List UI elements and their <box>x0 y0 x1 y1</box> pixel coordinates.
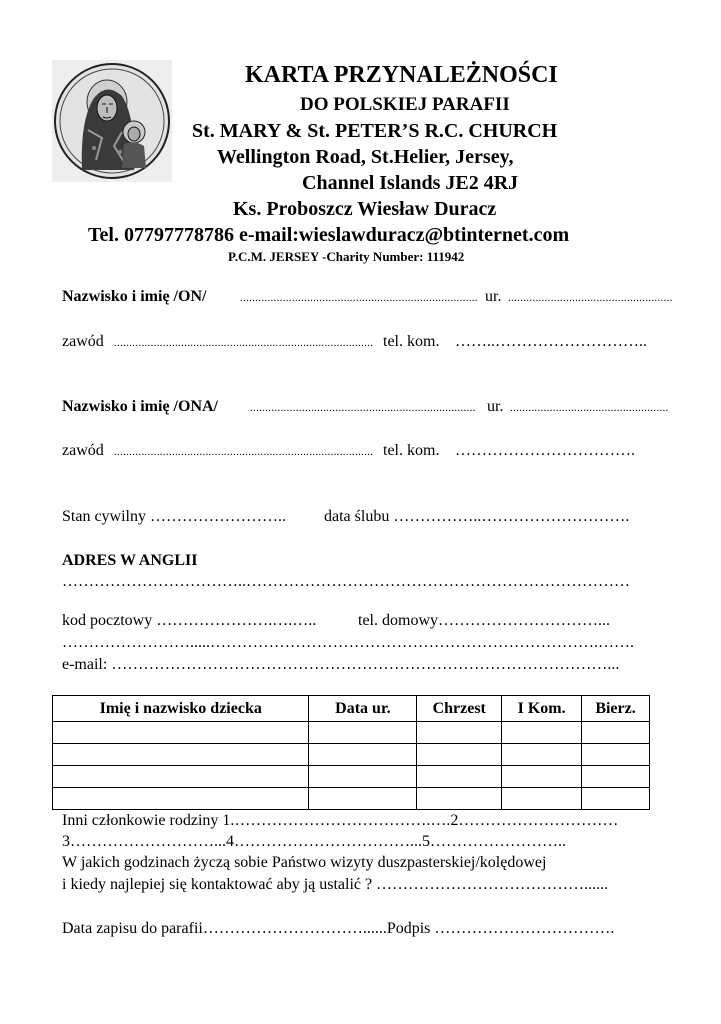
table-cell[interactable] <box>582 766 650 788</box>
on-mobile-field[interactable]: ……..……………………….. <box>455 333 647 350</box>
priest-name: Ks. Proboszcz Wiesław Duracz <box>233 198 497 220</box>
address-field[interactable]: ……………………………..……………………………………………………………… <box>62 573 630 590</box>
extra-line-field[interactable]: …………………….....……………………………………………………………….……. <box>62 634 634 651</box>
on-name-label: Nazwisko i imię /ON/ <box>62 288 207 305</box>
table-cell[interactable] <box>53 766 309 788</box>
column-header: Chrzest <box>417 696 502 722</box>
table-cell[interactable] <box>309 744 417 766</box>
table-cell[interactable] <box>417 788 502 810</box>
on-birth-field[interactable]: ...................................................... <box>508 292 673 304</box>
table-row <box>53 788 650 810</box>
table-cell[interactable] <box>53 722 309 744</box>
on-name-field[interactable]: .............................................................................. <box>240 292 478 304</box>
on-occupation-field[interactable]: ..................................................................................... <box>114 337 374 349</box>
address-line-2: Channel Islands JE2 4RJ <box>302 172 519 194</box>
postcode-field[interactable]: kod pocztowy ………………….….….. <box>62 612 317 629</box>
form-title: KARTA PRZYNALEŻNOŚCI <box>245 62 558 88</box>
table-cell[interactable] <box>582 788 650 810</box>
ona-mobile-field[interactable]: ……………………………. <box>455 442 635 459</box>
table-cell[interactable] <box>582 722 650 744</box>
table-cell[interactable] <box>309 722 417 744</box>
madonna-icon <box>52 60 172 182</box>
family-numbers-field[interactable]: 3………………………...4……………………………...5…………………….. <box>62 833 566 850</box>
signup-date-signature-field[interactable]: Data zapisu do parafii…………………………......Podpis ……………………………. <box>62 920 615 937</box>
visit-hours-question: W jakich godzinach życzą sobie Państwo wizyty duszpasterskiej/kolędowej <box>62 854 547 871</box>
address-heading: ADRES W ANGLII <box>62 552 198 569</box>
charity-number: P.C.M. JERSEY -Charity Number: 111942 <box>228 249 465 264</box>
table-cell[interactable] <box>417 744 502 766</box>
ona-name-label: Nazwisko i imię /ONA/ <box>62 398 218 415</box>
ona-mobile-label: tel. kom. <box>383 442 440 459</box>
ona-occupation-field[interactable]: ..................................................................................... <box>114 446 374 458</box>
form-subtitle: DO POLSKIEJ PARAFII <box>300 94 510 115</box>
email-field[interactable]: e-mail: …………………………………………………………………………………... <box>62 656 620 673</box>
column-header: Imię i nazwisko dziecka <box>53 696 309 722</box>
ona-name-field[interactable]: .......................................................................... <box>250 402 476 414</box>
table-row <box>53 744 650 766</box>
table-cell[interactable] <box>502 744 582 766</box>
on-birth-label: ur. <box>485 288 502 305</box>
children-table <box>52 695 650 810</box>
table-cell[interactable] <box>53 788 309 810</box>
column-header: Data ur. <box>309 696 417 722</box>
table-cell[interactable] <box>502 722 582 744</box>
visit-hours-field[interactable]: i kiedy najlepiej się kontaktować aby ją ustalić ? …………………………………...... <box>62 876 609 893</box>
on-occupation-label: zawód <box>62 333 104 350</box>
table-cell[interactable] <box>502 766 582 788</box>
ona-occupation-label: zawód <box>62 442 104 459</box>
table-header-row <box>53 696 650 722</box>
table-cell[interactable] <box>417 722 502 744</box>
ona-birth-field[interactable]: .................................................... <box>510 402 669 414</box>
on-mobile-label: tel. kom. <box>383 333 440 350</box>
table-row <box>53 766 650 788</box>
column-header: I Kom. <box>502 696 582 722</box>
church-name: St. MARY & St. PETER’S R.C. CHURCH <box>192 120 558 142</box>
table-cell[interactable] <box>309 788 417 810</box>
table-cell[interactable] <box>417 766 502 788</box>
table-cell[interactable] <box>53 744 309 766</box>
ona-birth-label: ur. <box>487 398 504 415</box>
table-cell[interactable] <box>502 788 582 810</box>
other-family-field[interactable]: Inni członkowie rodziny 1.……………………………….….2………………………… <box>62 812 619 829</box>
marital-status-field[interactable]: Stan cywilny …………………….. <box>62 508 286 525</box>
home-phone-field[interactable]: tel. domowy…………………………... <box>358 612 610 629</box>
address-line-1: Wellington Road, St.Helier, Jersey, <box>217 146 514 168</box>
wedding-date-field[interactable]: data ślubu ……………..………………………. <box>324 508 630 525</box>
table-cell[interactable] <box>309 766 417 788</box>
table-cell[interactable] <box>582 744 650 766</box>
table-row <box>53 722 650 744</box>
contact-line: Tel. 07797778786 e-mail:wieslawduracz@btinternet.com <box>88 224 570 246</box>
column-header: Bierz. <box>582 696 650 722</box>
